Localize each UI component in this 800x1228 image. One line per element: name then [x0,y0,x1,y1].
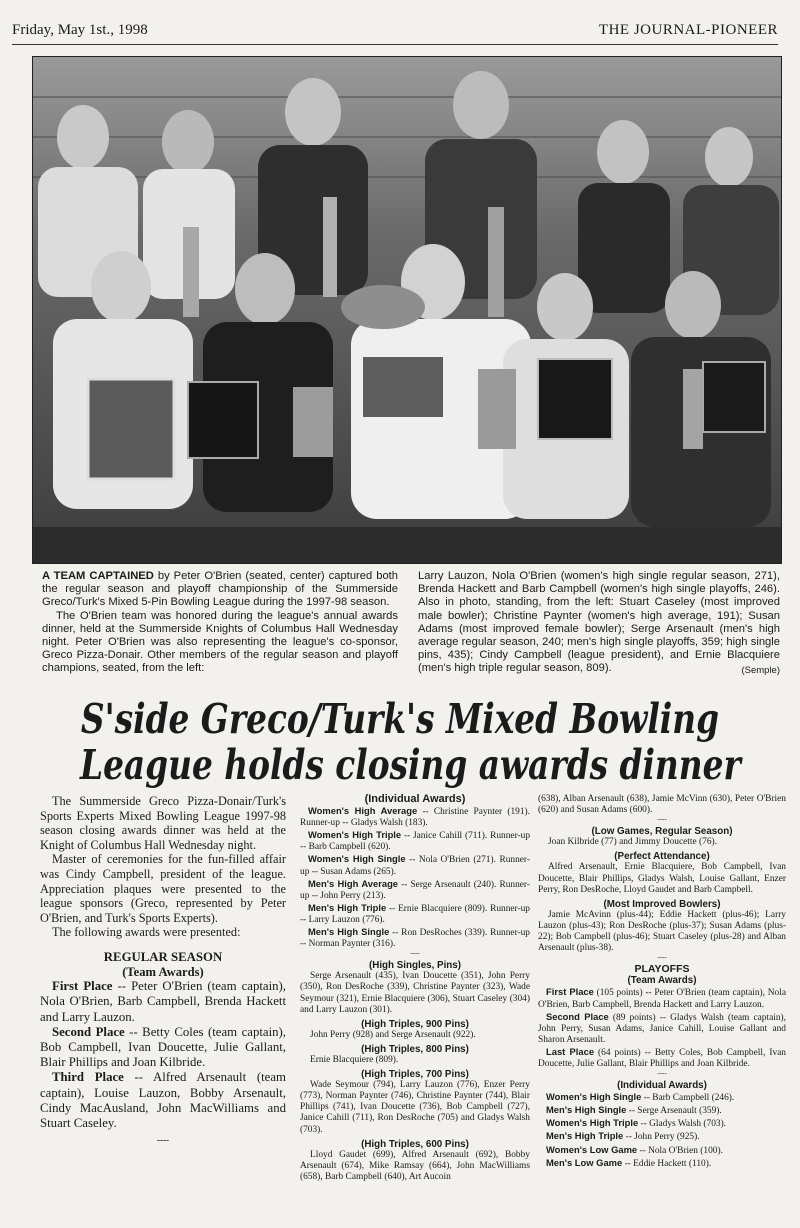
award-list: Joan Kilbride (77) and Jimmy Doucette (76). [548,837,717,848]
award-list: Serge Arsenault (435), Ivan Doucette (351), John Perry (350), Ron DesRoche (339), Christine Paynter (323), Wade Seymour (321), Ernie Blacquiere (306), Stuart Caseley (304) and Larry Lauzon (301). [300,971,530,1015]
award-text: Men's Low Game [546,1156,623,1168]
award-entry [300,829,530,853]
category-heading: (High Triples, 900 Pins) [361,1018,469,1030]
award-text: Men's High Triple [308,901,387,913]
award-text: Women's High Triple [308,829,402,841]
award-text: Women's High Single [546,1091,642,1103]
subsection-heading: (Team Awards) [122,964,204,979]
award-text: (64 points) -- Betty Coles, Bob Campbell, Ivan Doucette, Julie Gallant, Blair Phillips and Joan Kilbride. [538,1047,786,1069]
award-text: -- Ernie Blacquiere (809). Runner-up -- Larry Lauzon (776). [300,903,530,925]
issue-date: Friday, May 1st., 1998 [12,22,148,38]
award-list: Ernie Blacquiere (809). [310,1054,399,1065]
award-list: John Perry (928) and Serge Arsenault (922). [310,1029,476,1040]
award-text: -- Serge Arsenault (240). Runner-up -- John Perry (213). [300,879,530,901]
category-heading: (High Triples, 800 Pins) [361,1043,469,1055]
headline-line-1: S'side Greco/Turk's Mixed Bowling [80,695,720,743]
awards-column-2 [300,794,530,1183]
headline [80,695,741,789]
award-text: First Place [546,986,594,998]
award-text: -- Betty Coles (team captain), Bob Campbell, Ivan Doucette, Julie Gallant, Blair Phillips and Joan Kilbride. [40,1024,286,1070]
award-entry [538,1157,786,1170]
award-text: First Place [52,979,113,994]
award-text: -- Alfred Arsenault (team captain), Louise Lauzon, Bobby Arsenault, Cindy MacAusland, John MacWilliams and Stuart Caseley. [40,1070,286,1130]
team-photo-illustration [33,57,781,563]
award-entry [538,1144,786,1157]
award-list: Lloyd Gaudet (699), Alfred Arsenault (692), Bobby Arsenault (674), Mike Ramsay (664), John MacWilliams (658), Barb Campbell (640), Art Aucoin [300,1149,530,1182]
award-text: -- Eddie Hackett (110). [622,1158,712,1169]
award-text: -- Ron DesRoches (339). Runner-up -- Norman Paynter (316). [300,928,530,950]
award-text: -- Janice Cahill (711). Runner-up -- Barb Campbell (620). [300,831,531,853]
award-text: Men's High Single [308,926,390,938]
team-photo [32,56,782,564]
award-text: Men's High Triple [546,1130,624,1142]
photo-caption-right [418,570,780,678]
article-paragraph: The Summerside Greco Pizza-Donair/Turk's Sports Experts Mixed Bowling League 1997-98 season closing awards dinner was held at the Knight of Columbus Hall Wednesday night. [40,794,286,852]
award-list: Alfred Arsenault, Ernie Blacquiere, Bob Campbell, Ivan Doucette, Blair Phillips, Gladys Walsh, Louise Gallant, Enzer Perry, Ron DesRoche, Lloyd Gaudet and Barb Campbell. [538,862,786,895]
category-heading: (Most Improved Bowlers) [603,898,721,910]
category-heading: (High Singles, Pins) [369,960,461,972]
caption-lead: A TEAM CAPTAINED [42,570,154,582]
award-text: (105 points) -- Peter O'Brien (team captain), Nola O'Brien, Barb Campbell, Brenda Hackett and Larry Lauzon. [538,988,787,1010]
article-paragraph: Master of ceremonies for the fun-filled affair was Cindy Campbell, president of the league. Appreciation plaques were presented to the league sponsors (Greco, represented by Peter O'Brien, and Turk's Sports Experts). [40,852,286,925]
award-text: Men's High Average [308,877,399,889]
award-text: -- Peter O'Brien (team captain), Nola O'Brien, Barb Campbell, Brenda Hackett and Larry Lauzon. [40,979,286,1024]
awards-column-3 [538,794,786,1170]
award-entry [538,1046,786,1070]
award-text: Second Place [52,1024,125,1039]
caption-text: by Peter O'Brien (seated, center) captured both the regular season and playoff championship of the Summerside Greco/Turk's Mixed 5-Pin Bowling League during the 1997-98 season. [42,570,398,609]
end-separator: ---- [157,1135,169,1146]
separator: ---- [657,815,667,824]
header-rule [12,44,778,45]
individual-awards-heading: (Individual Awards) [364,793,466,805]
award-text: Women's High Average [308,805,418,817]
award-text: -- Serge Arsenault (359). [626,1106,722,1117]
award-text: Second Place [546,1010,609,1022]
page-header [12,22,778,42]
award-entry [538,1104,786,1117]
award-entry [538,1011,786,1046]
caption-paragraph: Larry Lauzon, Nola O'Brien (women's high single regular season, 271), Brenda Hackett and Barb Campbell (women's high single playoffs, 246). Also in photo, standing, from the left: Stuart Caseley (most improved male bowler); Christine Paynter (women's high average, 191); Susan Adams (most improved female bowler); Serge Arsenault (men's high average regular season, 240; men's high single playoffs, 359; high single pins, 435); Cindy Campbell (league president), and Ernie Blacquiere (men's high triple regular season, 809). [418,570,780,675]
award-list: Jamie McAvinn (plus-44); Eddie Hackett (plus-46); Larry Lauzon (plus-43); Ron DesRoche (plus-37); Susan Adams (plus-22); Bob Campbell (plus-46); Stuart Caseley (plus-28) and Alban Arsenault (plus-38). [538,909,786,954]
article-column-1 [40,794,286,1148]
award-text: -- Nola O'Brien (271). Runner-up -- Susan Adams (265). [300,855,530,877]
third-place-award [40,1070,286,1131]
separator: ---- [657,1069,667,1078]
award-text: Women's Low Game [546,1143,638,1155]
caption-paragraph: The O'Brien team was honored during the league's annual awards dinner, held at the Summerside Knights of Columbus Hall Wednesday night. Peter O'Brien was also representing the league's co-sponsor, Greco Pizza-Donair. Other members of the regular season and playoff champions, seated, from the left: [42,609,398,675]
newspaper-name: THE JOURNAL-PIONEER [598,22,778,38]
photo-caption-left [42,570,398,676]
award-entry [538,1117,786,1130]
award-entry [300,902,530,926]
award-entry [300,853,530,877]
award-text: -- Christine Paynter (191). Runner-up -- Gladys Walsh (183). [300,807,530,829]
award-text: Women's High Single [308,853,406,865]
award-text: -- Nola O'Brien (100). [637,1145,723,1156]
category-heading: (Low Games, Regular Season) [591,826,733,838]
award-text: Women's High Triple [546,1117,639,1129]
award-entry [538,986,786,1010]
award-list: Wade Seymour (794), Larry Lauzon (776), Enzer Perry (773), Norman Paynter (746), Christine Paynter (744), Blair Phillips (741), Ivan Doucette (736), Bob Campbell (727), Janice Cahill (711), Ron DesRoche (705) and Gladys Walsh (703). [300,1080,530,1135]
individual-awards-heading: (Individual Awards) [617,1080,707,1092]
award-text: -- Gladys Walsh (703). [638,1119,727,1130]
award-entry [300,805,530,829]
article-paragraph: The following awards were presented: [52,925,241,940]
separator: ---- [410,949,420,958]
award-entry [538,1130,786,1143]
award-entry [300,878,530,902]
award-text: Last Place [546,1045,595,1057]
category-heading: (Perfect Attendance) [614,851,710,863]
first-place-award [40,979,286,1025]
playoffs-heading: PLAYOFFS [634,963,690,976]
category-heading: (High Triples, 700 Pins) [361,1069,469,1081]
award-text: -- John Perry (925). [623,1132,700,1143]
award-text: Men's High Single [546,1104,627,1116]
award-list-continued: (638), Alban Arsenault (638), Jamie McVinn (630), Peter O'Brien (620) and Susan Adams (600). [538,794,786,816]
photo-credit: (Semple) [741,665,780,677]
award-entry [538,1091,786,1104]
award-text: -- Barb Campbell (246). [641,1093,735,1104]
category-heading: (High Triples, 600 Pins) [361,1138,469,1150]
award-text: (89 points) -- Gladys Walsh (team captain), John Perry, Susan Adams, Janice Cahill, Louise Gallant and Sharon Arsenault. [538,1012,786,1045]
award-text: Third Place [52,1070,124,1085]
section-heading: REGULAR SEASON [103,949,223,964]
award-entry [300,926,530,950]
separator: ---- [657,953,667,962]
headline-line-2: League holds closing awards dinner [80,741,741,789]
team-awards-heading: (Team Awards) [627,975,697,987]
second-place-award [40,1025,286,1071]
